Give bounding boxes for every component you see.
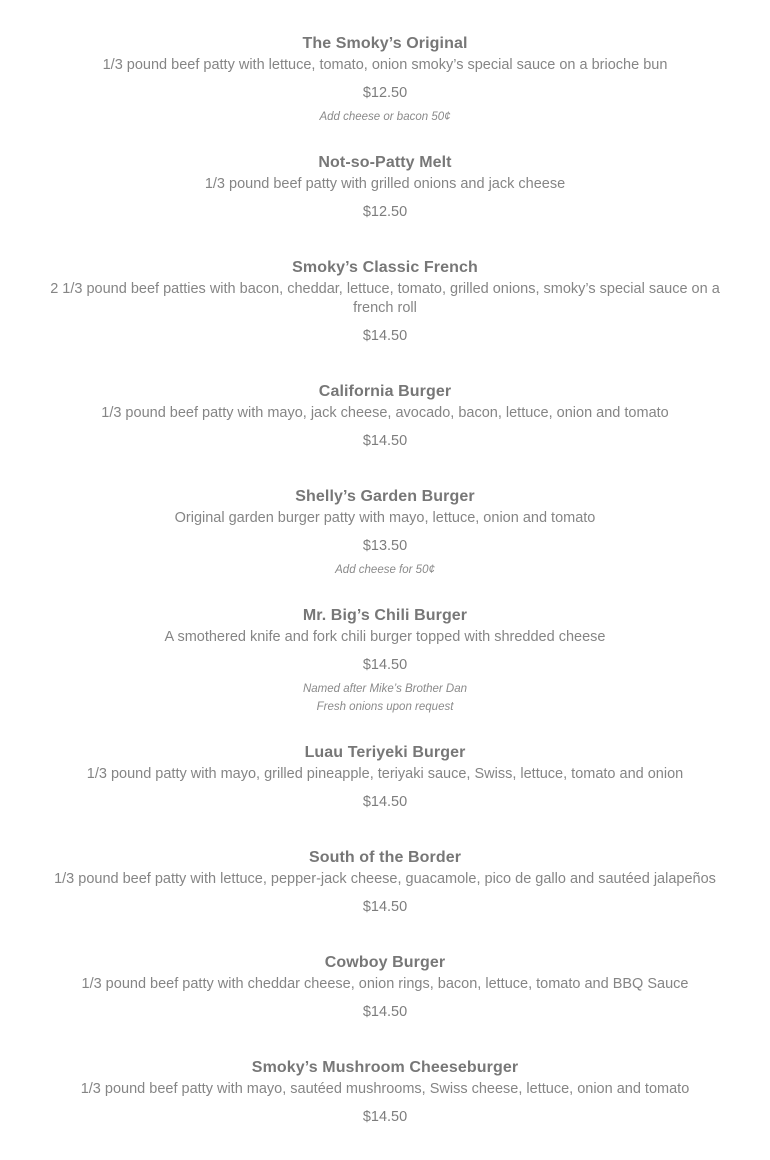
menu-item-title: Shelly’s Garden Burger xyxy=(295,488,475,505)
menu-item-description: 1/3 pound beef patty with lettuce, pepper-jack cheese, guacamole, pico de gallo and sautéed jalapeños xyxy=(54,871,716,887)
menu-item-title: Smoky’s Classic French xyxy=(292,259,478,276)
menu-item-price: $12.50 xyxy=(362,204,408,220)
menu-item-luau-teriyeki-burger xyxy=(0,741,770,812)
menu-item-not-so-patty-melt xyxy=(0,151,770,222)
menu-item-description: 1/3 pound beef patty with lettuce, tomato, onion smoky’s special sauce on a brioche bun xyxy=(102,57,668,73)
menu-item-description: 2 1/3 pound beef patties with bacon, cheddar, lettuce, tomato, grilled onions, smoky’s special sauce on a french roll xyxy=(50,281,720,316)
menu-item-description: 1/3 pound beef patty with mayo, jack cheese, avocado, bacon, lettuce, onion and tomato xyxy=(101,405,669,421)
menu-item-description: 1/3 pound beef patty with grilled onions and jack cheese xyxy=(204,176,566,192)
menu-item-price: $14.50 xyxy=(362,657,408,673)
menu-item-description: 1/3 pound beef patty with cheddar cheese, onion rings, bacon, lettuce, tomato and BBQ Sauce xyxy=(81,976,689,992)
menu-item-note: Add cheese for 50¢ xyxy=(335,564,435,576)
menu-item-note: Add cheese or bacon 50¢ xyxy=(319,111,451,123)
menu-item-note: Fresh onions upon request xyxy=(316,701,454,713)
menu-item-description: 1/3 pound patty with mayo, grilled pineapple, teriyaki sauce, Swiss, lettuce, tomato and onion xyxy=(86,766,684,782)
menu-item-description: A smothered knife and fork chili burger topped with shredded cheese xyxy=(164,629,606,645)
menu-item-price: $14.50 xyxy=(362,899,408,915)
menu-item-mushroom-cheeseburger xyxy=(0,1056,770,1127)
menu-item-title: California Burger xyxy=(318,383,452,400)
menu-item-title: Cowboy Burger xyxy=(324,954,446,971)
menu-item-description: Original garden burger patty with mayo, lettuce, onion and tomato xyxy=(174,510,596,526)
menu-item-price: $14.50 xyxy=(362,1109,408,1125)
menu-item-price: $14.50 xyxy=(362,328,408,344)
menu-item-description: 1/3 pound beef patty with mayo, sautéed mushrooms, Swiss cheese, lettuce, onion and tomato xyxy=(80,1081,690,1097)
menu-item-title: Mr. Big’s Chili Burger xyxy=(302,607,468,624)
menu-item-note: Named after Mike’s Brother Dan xyxy=(302,683,468,695)
menu-item-garden-burger xyxy=(0,485,770,579)
menu-item-title: South of the Border xyxy=(308,849,462,866)
menu-item-price: $12.50 xyxy=(362,85,408,101)
menu-item-notes xyxy=(36,680,734,716)
menu-item-south-of-the-border xyxy=(0,846,770,917)
menu-item-smokys-original xyxy=(0,32,770,126)
menu-item-price: $14.50 xyxy=(362,433,408,449)
menu-item-california-burger xyxy=(0,380,770,451)
menu-item-price: $14.50 xyxy=(362,794,408,810)
menu-item-chili-burger xyxy=(0,604,770,716)
menu-item-cowboy-burger xyxy=(0,951,770,1022)
menu-item-notes xyxy=(36,561,734,579)
menu-item-title: Smoky’s Mushroom Cheeseburger xyxy=(251,1059,519,1076)
menu-item-price: $13.50 xyxy=(362,538,408,554)
menu-item-title: Not-so-Patty Melt xyxy=(318,154,452,171)
menu-item-title: Luau Teriyeki Burger xyxy=(304,744,466,761)
menu-item-price: $14.50 xyxy=(362,1004,408,1020)
burger-menu-list xyxy=(0,32,770,1127)
menu-item-classic-french xyxy=(0,256,770,346)
menu-item-title: The Smoky’s Original xyxy=(302,35,468,52)
menu-item-notes xyxy=(36,108,734,126)
